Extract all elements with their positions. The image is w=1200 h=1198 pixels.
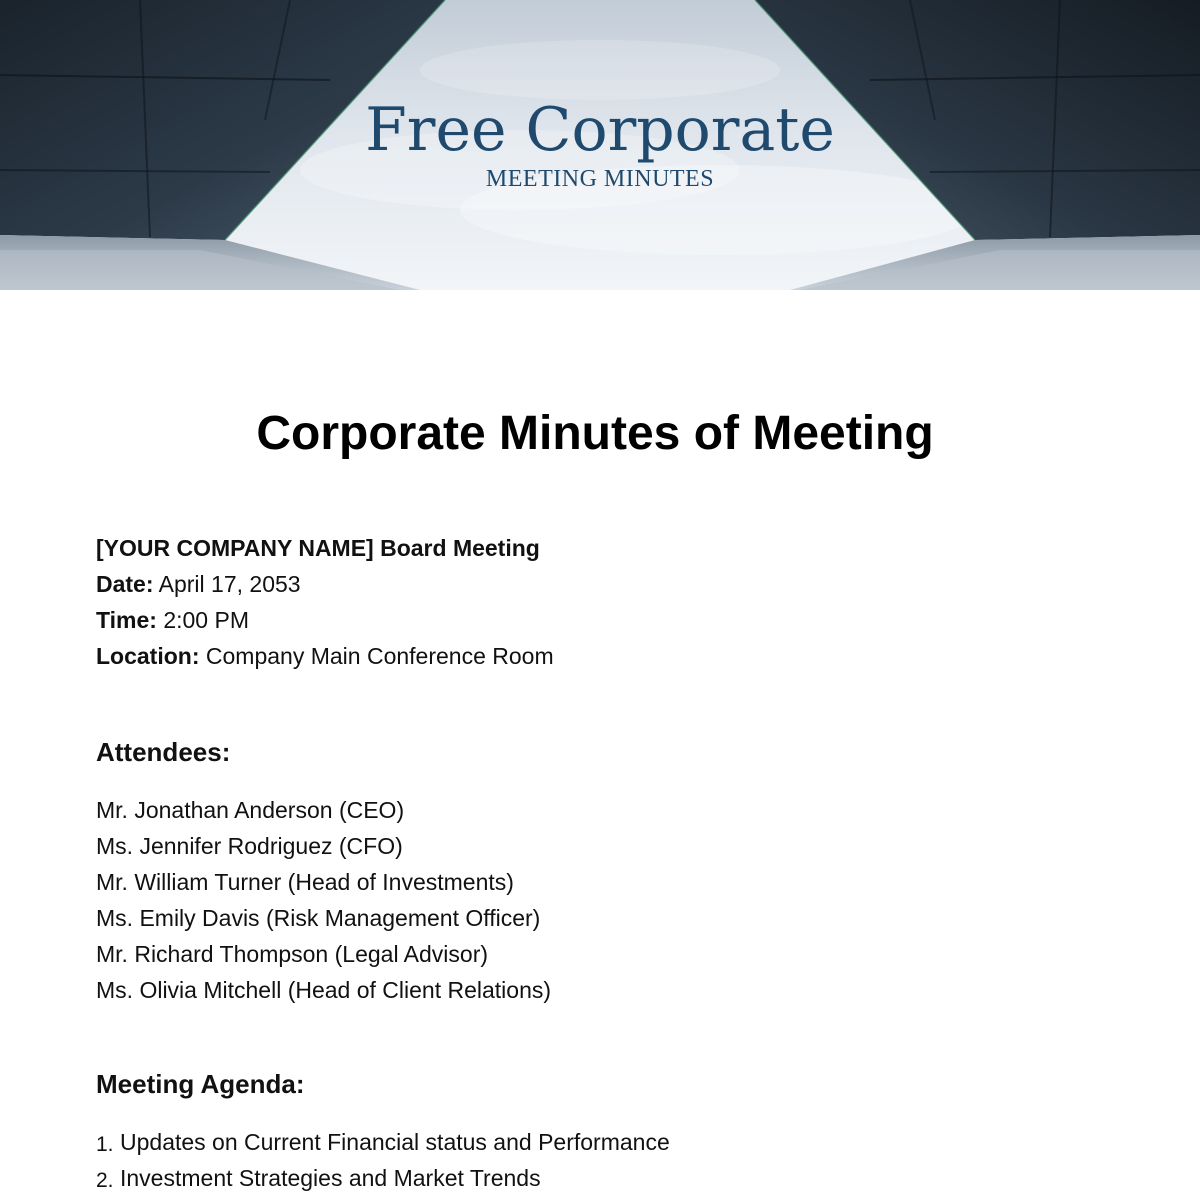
detail-time bbox=[96, 602, 1106, 638]
agenda-heading: Meeting Agenda: bbox=[96, 1069, 305, 1099]
list-item-text: Updates on Current Financial status and Performance bbox=[120, 1129, 670, 1155]
detail-label: Date: bbox=[96, 571, 154, 597]
list-item: Ms. Emily Davis (Risk Management Officer) bbox=[96, 905, 541, 931]
detail-date bbox=[96, 566, 1106, 602]
detail-label: Location: bbox=[96, 643, 200, 669]
spacer bbox=[96, 1102, 1106, 1124]
attendees-heading: Attendees: bbox=[96, 737, 231, 767]
list-item-text: Investment Strategies and Market Trends bbox=[120, 1165, 541, 1191]
banner-subtitle: MEETING MINUTES bbox=[485, 166, 715, 192]
list-item: Ms. Olivia Mitchell (Head of Client Relations) bbox=[96, 977, 552, 1003]
detail-value: Company Main Conference Room bbox=[205, 643, 554, 669]
attendees-list bbox=[96, 792, 1106, 1008]
spacer bbox=[96, 1008, 1106, 1066]
list-item: Mr. Jonathan Anderson (CEO) bbox=[96, 797, 405, 823]
list-item: Mr. William Turner (Head of Investments) bbox=[96, 869, 514, 895]
header-banner bbox=[0, 0, 1200, 290]
document-body bbox=[96, 530, 1106, 1196]
detail-label: Time: bbox=[96, 607, 157, 633]
list-item-number: 2. bbox=[96, 1169, 114, 1192]
document-title: Corporate Minutes of Meeting bbox=[256, 407, 934, 460]
list-item-number: 1. bbox=[96, 1133, 114, 1156]
detail-value: April 17, 2053 bbox=[158, 571, 301, 597]
detail-location bbox=[96, 638, 1106, 674]
list-item: Mr. Richard Thompson (Legal Advisor) bbox=[96, 941, 489, 967]
detail-value: 2:00 PM bbox=[163, 607, 249, 633]
list-item bbox=[96, 1124, 1106, 1160]
list-item bbox=[96, 1160, 1106, 1196]
agenda-list bbox=[96, 1124, 1106, 1196]
meeting-name: [YOUR COMPANY NAME] Board Meeting bbox=[96, 535, 540, 561]
banner-title: Free Corporate bbox=[365, 95, 835, 165]
list-item: Ms. Jennifer Rodriguez (CFO) bbox=[96, 833, 403, 859]
spacer bbox=[96, 674, 1106, 734]
spacer bbox=[96, 770, 1106, 792]
